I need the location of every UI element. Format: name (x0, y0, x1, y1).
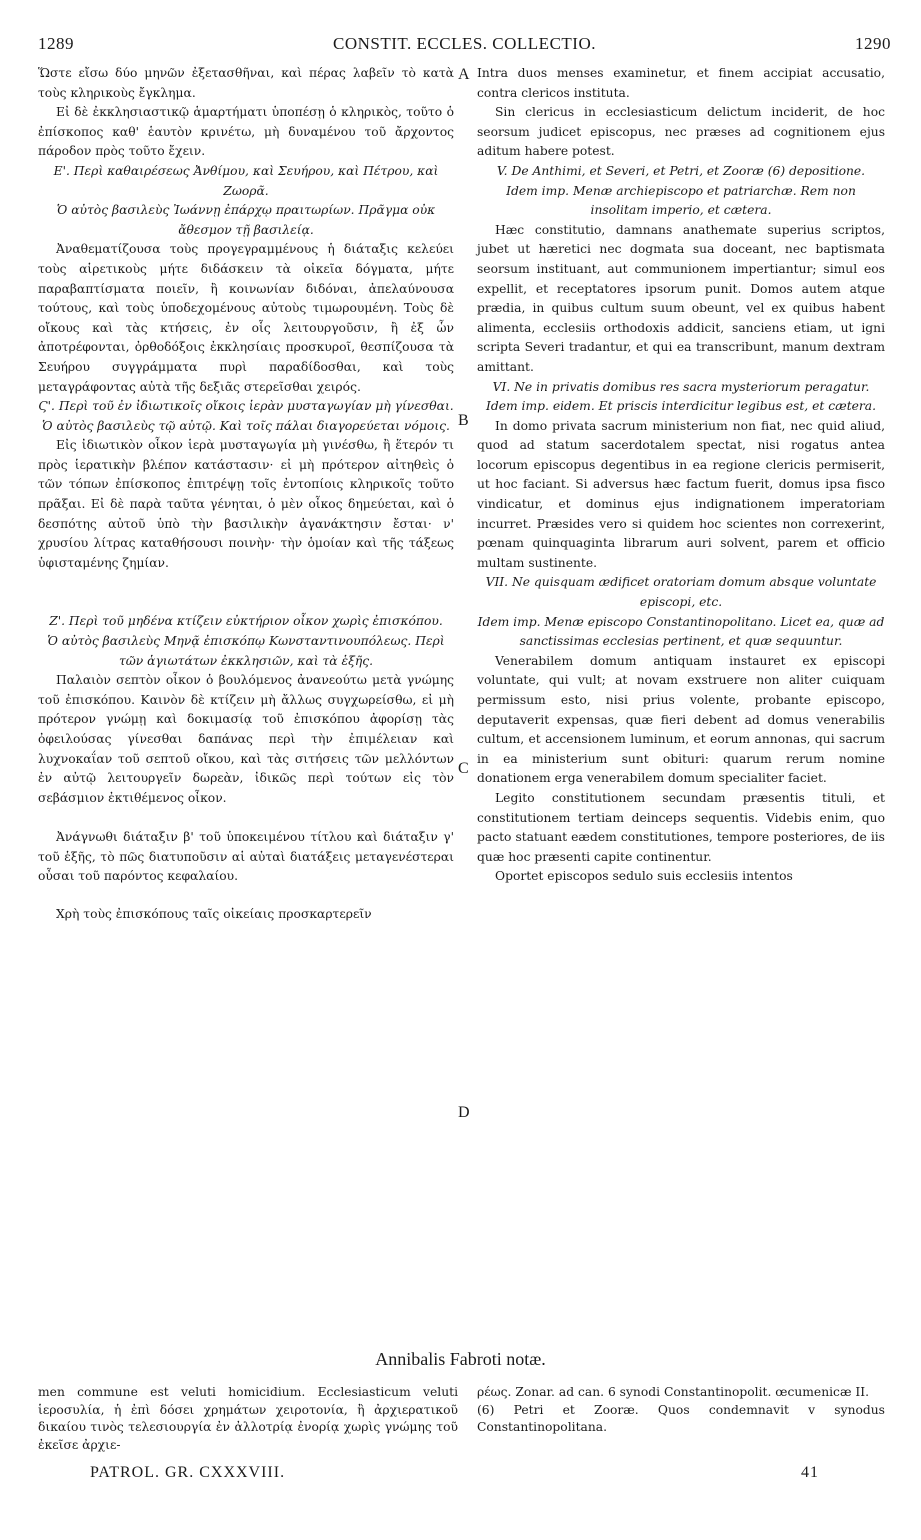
greek-column (38, 64, 454, 924)
greek-section-heading: Ζ'. Περὶ τοῦ μηδένα κτίζειν εὐκτήριον οἶκον χωρὶς ἐπισκόπου. (49, 614, 443, 629)
greek-paragraph: Εἰ δὲ ἐκκλησιαστικῷ ἁμαρτήματι ὑποπέσῃ ὁ κληρικὸς, τοῦτο ὁ ἐπίσκοπος καθ' ἑαυτὸν κρινέτω, μὴ δυναμένου τοῦ ἄρχοντος πάροδον πρὸς τοῦτο ἔχειν. (38, 105, 454, 159)
notes-left-column (38, 1384, 458, 1454)
latin-section-subheading: Idem imp. Menæ episcopo Constantinopolitano. Licet ea, quæ ad sanctissimas ecclesias pertinent, et quæ sequuntur. (477, 614, 885, 649)
latin-paragraph: Oportet episcopos sedulo suis ecclesiis intentos (495, 869, 793, 884)
latin-paragraph: Hæc constitutio, damnans anathemate superius scriptos, jubet ut hæretici nec dogmata sua doceant, nec baptismata seorsum instituant, aut communionem impertiantur; simul eos expellit, et receptatores ipsorum punit. Domos autem atque prædia, in quibus cultum suum obeunt, vel ex quibus habent alimenta, ecclesiis orthodoxis addicit, sanciens etiam, ut igni scripta Severi tradantur, et qui ea transcribunt, manum dextram amittant. (477, 222, 885, 374)
greek-paragraph: Ἀναθεματίζουσα τοὺς προγεγραμμένους ἡ διάταξις κελεύει τοὺς αἱρετικοὺς μήτε διδάσκειν τὰ οἰκεῖα δόγματα, μήτε παραβαπτίσματα ποιεῖν, ἢ κοινωνίαν διδόναι, ἀπελαύνουσα τούτους, καὶ τοὺς ὑποδεχομένους αὐτοὺς τιμωρουμένη. Τοὺς δὲ οἴκους καὶ τὰς κτήσεις, ἐν οἷς λειτουργοῦσιν, ἢ ἐξ ὧν ἀποτρέφονται, ὀρθοδόξοις ἐκκλησίαις προσκυροῖ, θεσπίζουσα τὰ Σευήρου συγγράμματα πυρὶ παραδίδοσθαι, καὶ τοὺς μεταγράφοντας αὐτὰ τῆς δεξιᾶς στερεῖσθαι χειρός. (38, 242, 454, 394)
latin-section-heading: V. De Anthimi, et Severi, et Petri, et Zooræ (6) depositione. (496, 163, 866, 178)
margin-marker-b: B (458, 412, 469, 429)
latin-paragraph: Sin clericus in ecclesiasticum delictum inciderit, de hoc seorsum judicet episcopus, nec præses ad cognitionem ejus aditum habere potest. (477, 105, 885, 159)
latin-paragraph: Intra duos menses examinetur, et finem accipiat accusatio, contra clericos instituta. (477, 66, 885, 100)
page-footer (38, 1464, 891, 1486)
greek-section-heading: Ε'. Περὶ καθαιρέσεως Ἀνθίμου, καὶ Σευήρου, καὶ Πέτρου, καὶ Ζωορᾶ. (53, 163, 439, 198)
greek-section-subheading: Ὁ αὐτὸς βασιλεὺς Μηνᾷ ἐπισκόπῳ Κωνσταντινουπόλεως. Περὶ τῶν ἁγιωτάτων ἐκκλησιῶν, καὶ τὰ ἑξῆς. (47, 634, 445, 668)
greek-section-subheading: Ὁ αὐτὸς βασιλεὺς Ἰωάννῃ ἐπάρχῳ πραιτωρίων. Πρᾶγμα οὐκ ἄθεσμον τῇ βασιλείᾳ. (56, 203, 436, 237)
footer-signature: 41 (801, 1464, 819, 1481)
note-text: (6) Petri et Zooræ. Quos condemnavit v synodus Constantinopolitana. (477, 1402, 885, 1435)
note-text: ρέως. Zonar. ad can. 6 synodi Constantinopolit. œcumenicæ II. (477, 1385, 870, 1399)
greek-paragraph: Ἀνάγνωθι διάταξιν β' τοῦ ὑποκειμένου τίτλου καὶ διάταξιν γ' τοῦ ἑξῆς, τὸ πῶς διατυποῦσιν αἱ αὐταὶ διατάξεις μεταγενέστεραι οὖσαι τοῦ παρόντος κεφαλαίου. (38, 829, 454, 884)
footer-volume: PATROL. GR. CXXXVIII. (90, 1464, 286, 1481)
notes-right-column (477, 1384, 885, 1437)
latin-section-heading: VI. Ne in privatis domibus res sacra mysteriorum peragatur. (492, 379, 870, 394)
greek-paragraph: Χρὴ τοὺς ἐπισκόπους ταῖς οἰκείαις προσκαρτερεῖν (56, 906, 372, 921)
greek-section-subheading: Ὁ αὐτὸς βασιλεὺς τῷ αὐτῷ. Καὶ τοῖς πάλαι διαγορεύεται νόμοις. (42, 418, 450, 433)
greek-paragraph: Παλαιὸν σεπτὸν οἶκον ὁ βουλόμενος ἀνανεούτω μετὰ γνώμης τοῦ ἐπισκόπου. Καινὸν δὲ κτίζειν μὴ ἄλλως συγχωρείσθω, εἰ μὴ πρότερον γνώμῃ καὶ δοκιμασίᾳ τοῦ ἐπισκόπου ἀφορίσῃ τὰς ὀφειλούσας γίνεσθαι δαπάνας περὶ τὴν ἐπιμέλειαν καὶ λυχνοκαΐαν τοῦ σεπτοῦ οἴκου, καὶ τὰς σιτήσεις τῶν μελλόντων ἐν αὐτῷ λειτουργεῖν δωρεὰν, ἰδικῶς περὶ τούτων εἰς τὸν σεβάσμιον ἐκτιθέμενος οἶκον. (38, 673, 454, 805)
running-title: CONSTIT. ECCLES. COLLECTIO. (333, 34, 596, 53)
latin-column (477, 64, 885, 887)
greek-paragraph: Εἰς ἰδιωτικὸν οἶκον ἱερὰ μυσταγωγία μὴ γινέσθω, ἢ ἕτερόν τι πρὸς ἱερατικὴν βλέπον κατάστασιν· εἰ μὴ πρότερον αἰτηθεὶς ὁ τῶν τόπων ἐπίσκοπος ἐπιτρέψῃ τοῖς ἐντοπίοις κληρικοῖς τοῦτο πρᾶξαι. Εἰ δὲ παρὰ ταῦτα γένηται, ὁ μὲν οἶκος δημεύεται, καὶ ὁ δεσπότης αὐτοῦ ὑπὸ τὴν βασιλικὴν ἀγανάκτησιν ἔσται· ν' χρυσίου λίτρας καταθήσουσι ποινὴν· τὴν ὁμοίαν καὶ τῆς τάξεως ὑφισταμένης ζημίαν. (38, 438, 454, 570)
latin-section-subheading: Idem imp. Menæ archiepiscopo et patriarchæ. Rem non insolitam imperio, et cætera. (506, 183, 856, 218)
margin-marker-a: A (458, 66, 470, 83)
latin-section-subheading: Idem imp. eidem. Et priscis interdicitur legibus est, et cætera. (485, 399, 877, 414)
notes-title: Annibalis Fabroti notæ. (375, 1349, 546, 1369)
running-header (38, 34, 891, 58)
latin-section-heading: VII. Ne quisquam ædificet oratoriam domum absque voluntate episcopi, etc. (485, 575, 877, 610)
page-number-left: 1289 (38, 34, 74, 53)
latin-paragraph: Legito constitutionem secundam præsentis tituli, et constitutionem tertiam deinceps sequentis. Videbis enim, quo pacto statuant eædem constitutiones, tempore posteriores, de iis quæ hoc præsenti capite continentur. (477, 790, 885, 864)
latin-paragraph: In domo privata sacrum ministerium non fiat, nec quid aliud, quod ad statum sacerdotalem spectat, nisi rogatus antea locorum episcopus degentibus in ea regione clericis permiserit, ut hoc faciant. Si adversus hæc factum fuerit, domus ipsa fisco vindicatur, et dominus ejus indignationem imperatoriam incurret. Præsides vero si quidem hoc scientes non correxerint, pœnam quinquaginta librarum auri solvent, parem et officio multam sustinente. (477, 418, 885, 570)
margin-marker-c: C (458, 760, 469, 777)
greek-section-heading: Ϛ'. Περὶ τοῦ ἐν ἰδιωτικοῖς οἴκοις ἱερὰν μυσταγωγίαν μὴ γίνεσθαι. (38, 399, 454, 414)
latin-paragraph: Venerabilem domum antiquam instauret ex episcopi voluntate, qui vult; at novam exstruere non aliter cuiquam permissum esto, nisi prius volente, probante episcopo, deputaverit expensas, quæ fieri debent ad domus venerabilis cultum, et accensionem luminum, et eorum annonas, qui sacrum in ea ministerium sunt obituri: quarum rerum nomine donationem erga venerabilem domum specialiter faciet. (477, 653, 885, 786)
note-text: men commune est veluti homicidium. Ecclesiasticum veluti ἱεροσυλία, ἡ ἐπὶ δόσει χρημάτων χειροτονία, ἢ ἀρχιερατικοῦ δικαίου τινὸς τελεσιουργία ἐν ἀλλοτρίᾳ ἐνορίᾳ χωρὶς γνώμης τοῦ ἐκεῖσε ἀρχιε- (38, 1385, 458, 1452)
page-number-right: 1290 (855, 34, 891, 53)
greek-paragraph: Ὥστε εἴσω δύο μηνῶν ἐξετασθῆναι, καὶ πέρας λαβεῖν τὸ κατὰ τοὺς κληρικοὺς ἔγκλημα. (38, 66, 454, 100)
margin-marker-d: D (458, 1104, 470, 1121)
